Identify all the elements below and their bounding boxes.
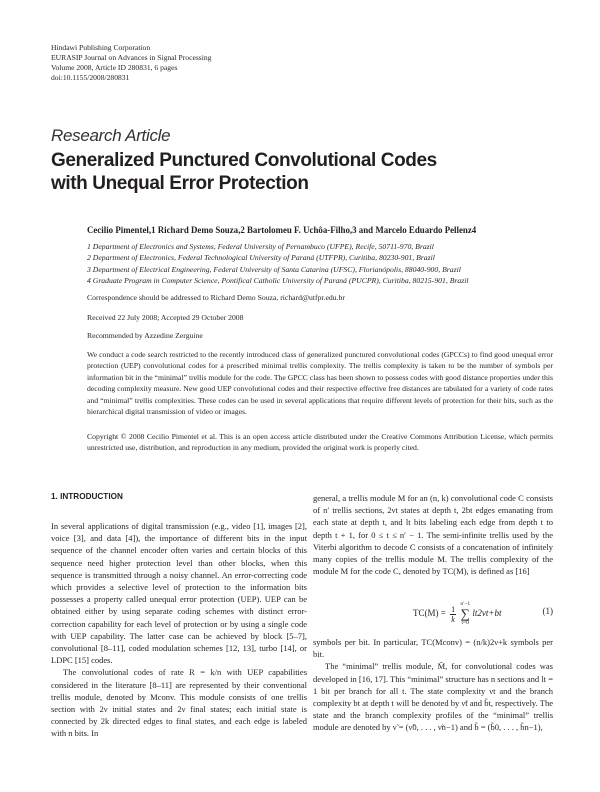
affiliation-3: 3 Department of Electrical Engineering, Federal University of Santa Catarina (UFSC), Florianópolis, 88040-900, Brazil (87, 264, 461, 274)
right-column-paragraph: symbols per bit. In particular, TC(Mconv) = (n/k)2ν+k symbols per bit. (313, 637, 553, 660)
summation-symbol: n′−1 ∑ t=0 (460, 601, 471, 626)
recommended-by: Recommended by Azzedine Zerguine (87, 331, 203, 340)
affiliation-list (87, 241, 557, 286)
right-column-paragraph: The “minimal” trellis module, M̃, for convolutional codes was developed in [16, 17]. This “minimal” structure has n sections and lt = 1 bit per branch for all t. The state complexity νt and the branch complexity bt at depth t will be denoted by ν̃t and b̃t, respectively. The state and the branch complexity profiles of the “minimal” trellis module are denoted by ν̃ = (ν̃0, . . . , ν̃n−1) and b̃ = (b̃0, . . . , b̃n−1), (313, 661, 553, 733)
doi-text: doi:10.1155/2008/280831 (51, 73, 130, 82)
right-column-continued (313, 636, 553, 734)
correspondence-line: Correspondence should be addressed to Richard Demo Souza, richard@utfpr.edu.br (87, 293, 345, 302)
equation-1 (313, 596, 553, 626)
article-type: Research Article (51, 126, 171, 145)
right-column-paragraph: general, a trellis module M for an (n, k) convolutional code C consists of n′ trellis sections, 2νt states at depth t, 2bt edges emanating from each state at depth t, and lt bits labeling each edge from depth t to depth t + 1, for 0 ≤ t ≤ n′ − 1. The semi-infinite trellis used by the Viterbi algorithm to decode C consists of a concatenation of infinitely many copies of the trellis module M. The trellis complexity of the module M for the code C, denoted by TC(M), is defined as [16] (313, 493, 553, 577)
received-dates: Received 22 July 2008; Accepted 29 October 2008 (87, 313, 244, 322)
affiliation-2: 2 Department of Electronics, Federal Technological University of Paraná (UTFPR), Curitiba, 80230-901, Brazil (87, 253, 435, 263)
copyright-notice: Copyright © 2008 Cecilio Pimentel et al. This is an open access article distributed under the Creative Commons Attribution License, which permits unrestricted use, distribution, and reproduction in any medium, provided the original work is properly cited. (87, 432, 553, 453)
equation-number: (1) (542, 606, 553, 616)
author-list: Cecilio Pimentel,1 Richard Demo Souza,2 Bartolomeu F. Uchôa-Filho,3 and Marcelo Eduardo Pellenz4 (87, 225, 477, 235)
journal-name: EURASIP Journal on Advances in Signal Processing (51, 53, 212, 62)
left-column (51, 520, 307, 740)
abstract: We conduct a code search restricted to the recently introduced class of generalized punctured convolutional codes (GPCCs) to find good unequal error protection (UEP) convolutional codes for a prescribed minimal trellis complexity. The trellis complexity is taken to be the number of symbols per information bit in the “minimal” trellis module for the code. The GPCC class has been shown to possess codes with good distance properties under this decoding complexity measure. New good UEP convolutional codes and their respective effective free distances are tabulated for a variety of code rates and “minimal” trellis complexities. These codes can be used in several applications that require different levels of protection for their bits, such as the hierarchical digital transmission of video or images. (87, 350, 553, 417)
affiliation-1: 1 Department of Electronics and Systems, Federal University of Pernambuco (UFPE), Recife, 50711-970, Brazil (87, 242, 434, 251)
intro-paragraph: The convolutional codes of rate R = k/n with UEP capabilities considered in the literature [8–11] are represented by their conventional trellis module, denoted by Mconv. This module consists of one trellis section with 2ν initial states and 2ν final states; each initial state is connected by 2k directed edges to final states, and each edge is labeled with n bits. In (51, 667, 307, 739)
publisher-name: Hindawi Publishing Corporation (51, 43, 151, 52)
paper-title: Generalized Punctured Convolutional Codes with Unequal Error Protection (51, 150, 437, 194)
affiliation-4: 4 Graduate Program in Computer Science, Pontifical Catholic University of Paraná (PUCPR), Curitiba, 80215-901, Brazil (87, 275, 469, 285)
intro-paragraph: In several applications of digital transmission (e.g., video [1], images [2], voice [3], and data [4]), the importance of different bits in the input sequence of the channel encoder often varies and certain blocks of this sequence need higher protection level than other blocks, when this sequence is transmitted through a noisy channel. An error-correcting code which provides a selective level of protection to the information bits possesses a property called unequal error protection (UEP). UEP can be obtained either by using separate coding schemes with distinct error-correction capability for each level of protection or by using a single code with UEP capability. The latter case can be achieved by block [5–7], convolutional [8–11], coded modulation schemes [12, 13], turbo [14], or LDPC [15] codes. (51, 521, 307, 666)
journal-header (51, 43, 351, 83)
equation-summand: lt2νt+bt (472, 608, 502, 619)
section-heading: 1. INTRODUCTION (51, 492, 123, 501)
equation-fraction: $\frac{1}{k}$ (451, 604, 456, 624)
equation-lhs: TC(M) = (413, 608, 446, 619)
volume-info: Volume 2008, Article ID 280831, 6 pages (51, 63, 178, 72)
